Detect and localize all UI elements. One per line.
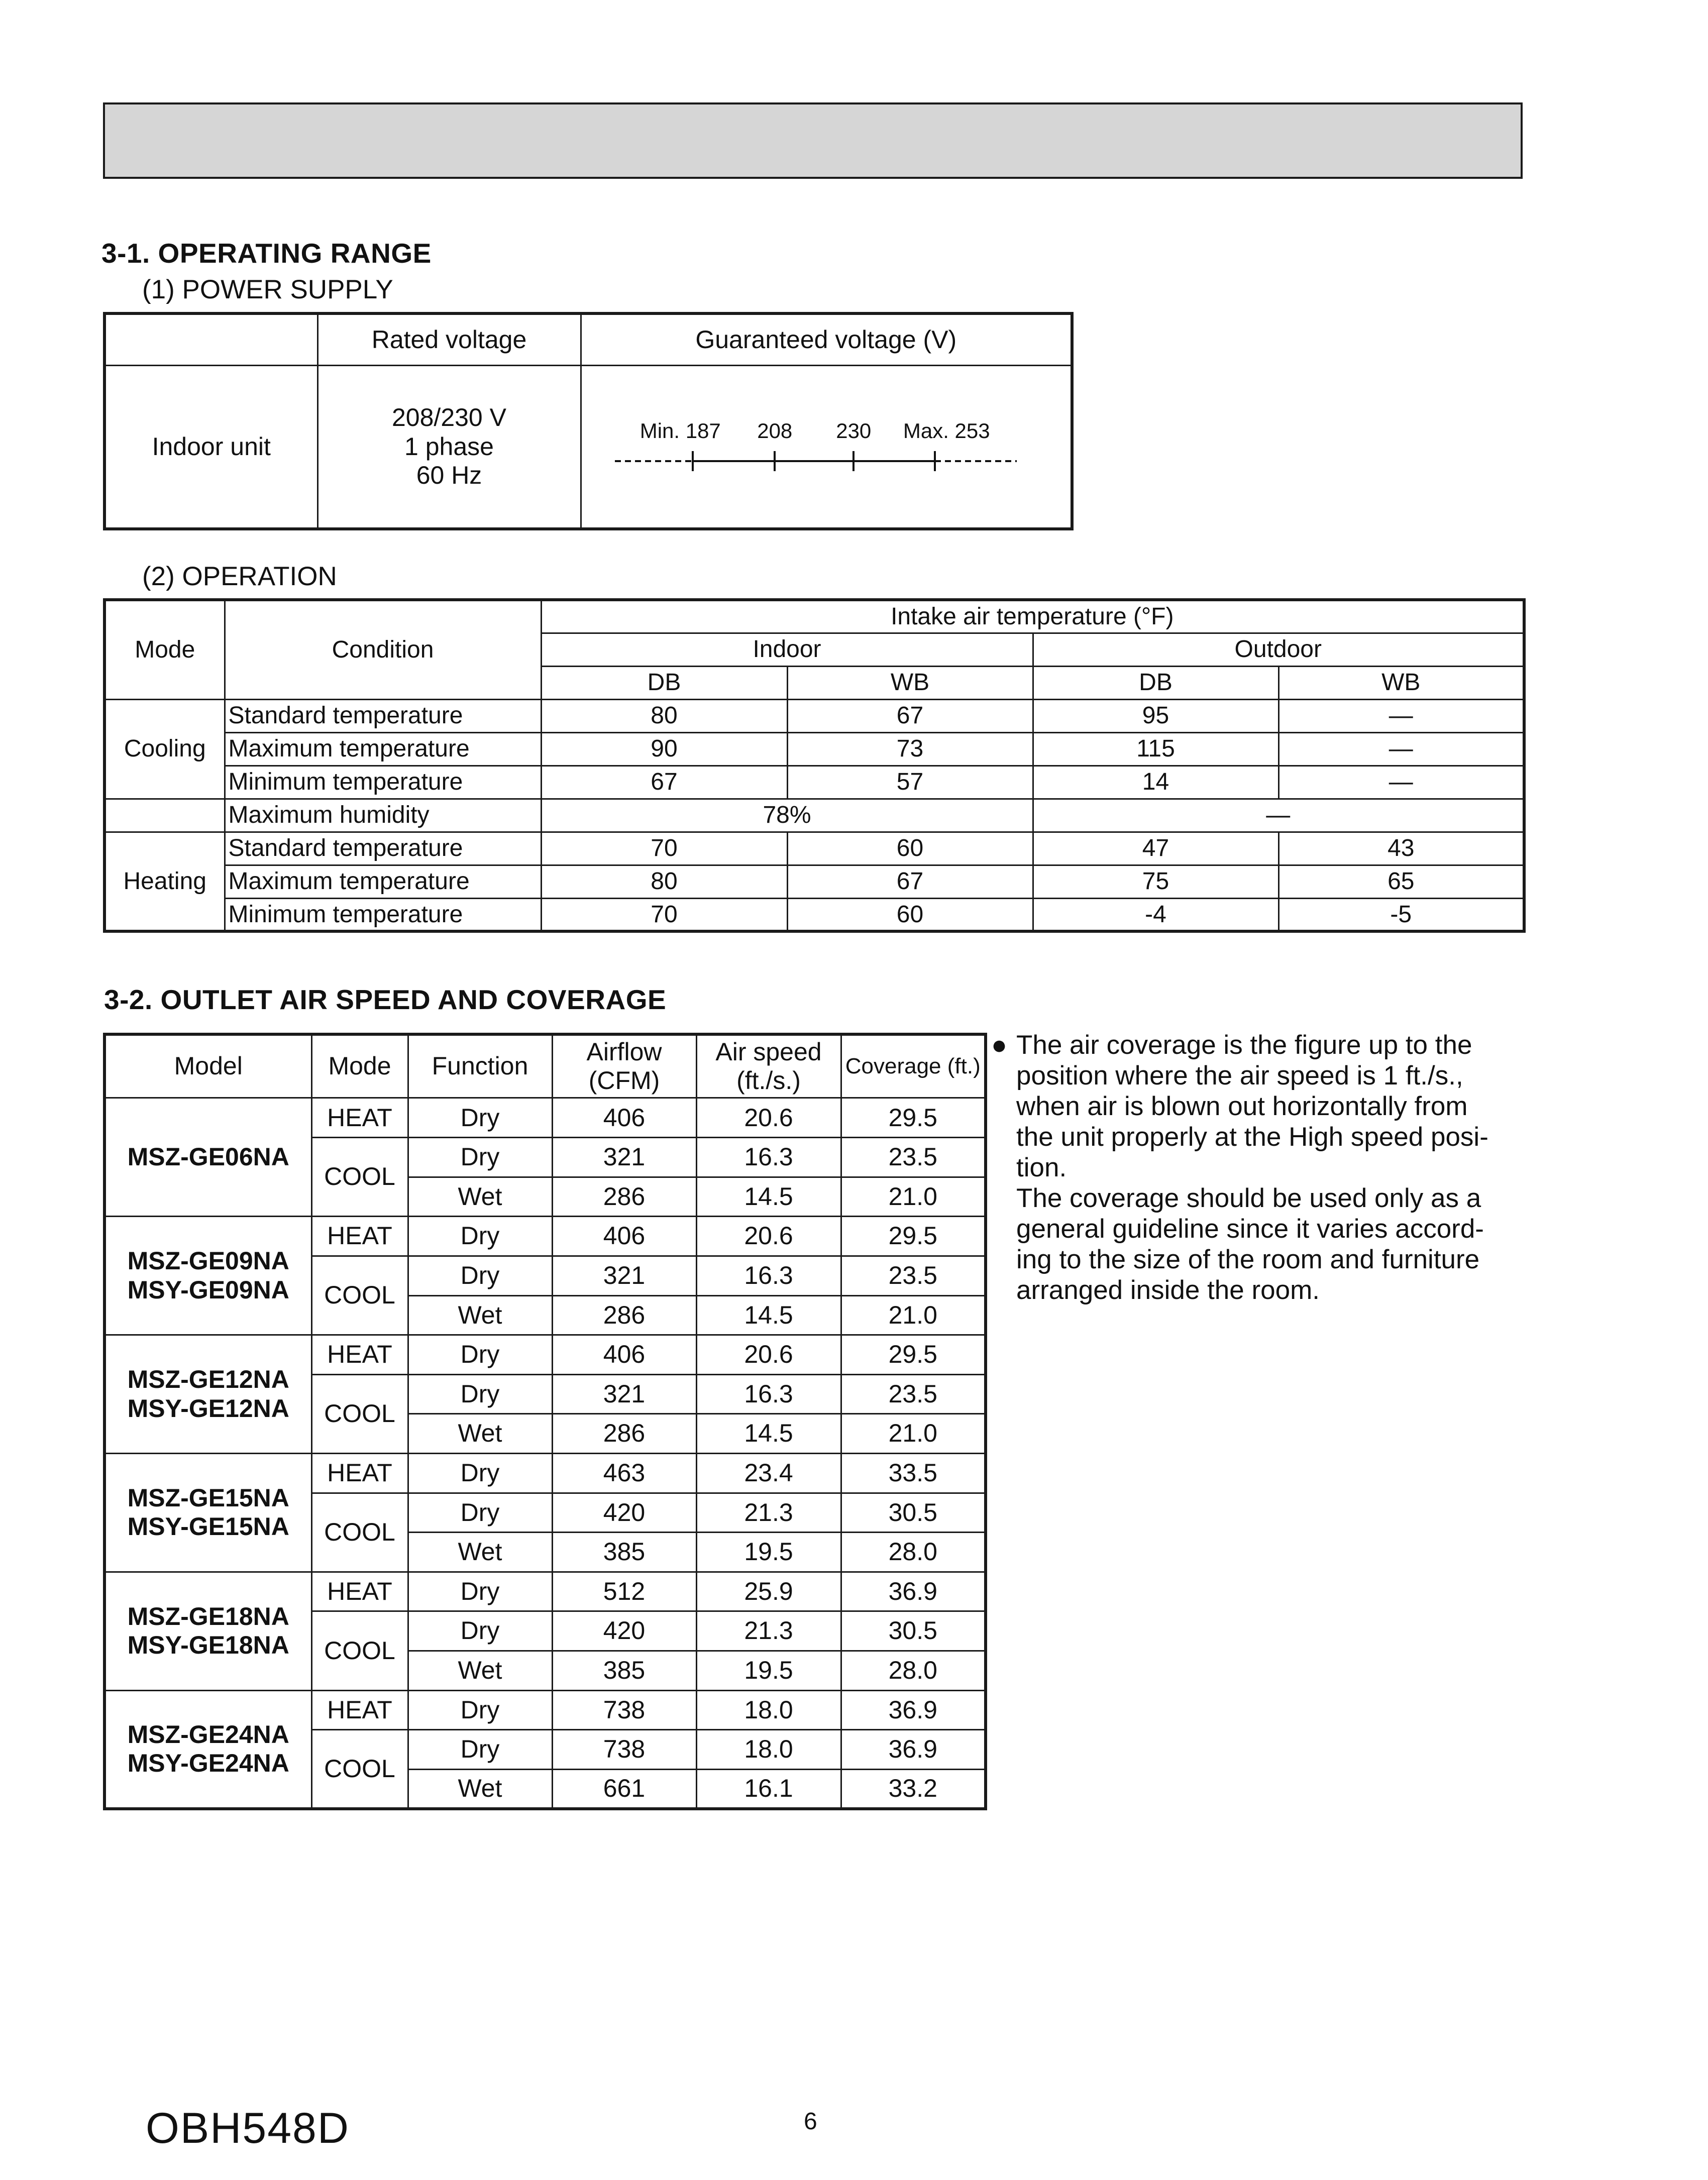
mode-heat-cell: HEAT xyxy=(311,1690,408,1730)
air-speed-cell: 16.3 xyxy=(696,1256,841,1295)
air-speed-cell: 18.0 xyxy=(696,1730,841,1770)
model-name-secondary: MSY-GE24NA xyxy=(127,1749,289,1778)
mode-cool-cell: COOL xyxy=(311,1611,408,1690)
coverage-cell: 29.5 xyxy=(841,1098,986,1138)
humidity-outdoor-cell: — xyxy=(1033,799,1524,832)
function-cell: Wet xyxy=(408,1414,552,1454)
function-cell: Dry xyxy=(408,1690,552,1730)
header-air-speed xyxy=(696,1034,841,1098)
document-code: OBH548D xyxy=(146,2104,350,2152)
air-speed-table xyxy=(103,1033,987,1810)
power-supply-table xyxy=(103,312,1074,530)
note-line: the unit properly at the High speed posi- xyxy=(1016,1122,1488,1152)
rated-frequency-line: 60 Hz xyxy=(416,461,482,489)
outdoor-db-cell: 47 xyxy=(1033,832,1278,865)
voltage-scale xyxy=(615,419,1037,474)
note-line: position where the air speed is 1 ft./s., xyxy=(1016,1061,1463,1091)
header-outdoor-wb: WB xyxy=(1278,666,1524,699)
airflow-cell: 321 xyxy=(552,1374,696,1414)
outdoor-wb-cell: — xyxy=(1278,699,1524,732)
table-row xyxy=(104,1217,986,1256)
note-line: arranged inside the room. xyxy=(1016,1275,1320,1305)
air-speed-cell: 21.3 xyxy=(696,1493,841,1533)
air-speed-cell: 16.1 xyxy=(696,1769,841,1809)
condition-cell: Maximum humidity xyxy=(225,799,541,832)
function-cell: Dry xyxy=(408,1256,552,1295)
scale-label-230: 230 xyxy=(836,419,872,443)
coverage-cell: 36.9 xyxy=(841,1690,986,1730)
function-cell: Dry xyxy=(408,1453,552,1493)
air-speed-cell: 14.5 xyxy=(696,1295,841,1335)
model-name-primary: MSZ-GE06NA xyxy=(127,1143,289,1171)
coverage-cell: 33.5 xyxy=(841,1453,986,1493)
mode-heat-cell: HEAT xyxy=(311,1572,408,1611)
guaranteed-voltage-cell xyxy=(581,365,1072,529)
coverage-cell: 21.0 xyxy=(841,1177,986,1217)
mode-cool-cell: COOL xyxy=(311,1374,408,1453)
airflow-cell: 406 xyxy=(552,1335,696,1375)
function-cell: Dry xyxy=(408,1217,552,1256)
model-name-secondary: MSY-GE09NA xyxy=(127,1275,289,1304)
indoor-db-cell: 90 xyxy=(541,732,787,766)
coverage-cell: 23.5 xyxy=(841,1374,986,1414)
coverage-cell: 36.9 xyxy=(841,1572,986,1611)
col-guaranteed-voltage: Guaranteed voltage (V) xyxy=(581,313,1072,365)
function-cell: Dry xyxy=(408,1098,552,1138)
air-speed-cell: 19.5 xyxy=(696,1651,841,1691)
airflow-cell: 738 xyxy=(552,1690,696,1730)
header-airflow-line2: (CFM) xyxy=(588,1066,660,1095)
function-cell: Dry xyxy=(408,1611,552,1651)
airflow-cell: 385 xyxy=(552,1651,696,1691)
condition-cell: Standard temperature xyxy=(225,832,541,865)
function-cell: Dry xyxy=(408,1374,552,1414)
indoor-db-cell: 67 xyxy=(541,766,787,799)
air-speed-cell: 14.5 xyxy=(696,1414,841,1454)
indoor-wb-cell: 67 xyxy=(787,865,1033,898)
coverage-cell: 21.0 xyxy=(841,1295,986,1335)
air-speed-cell: 20.6 xyxy=(696,1098,841,1138)
air-speed-body xyxy=(104,1098,986,1809)
header-indoor-wb: WB xyxy=(787,666,1033,699)
condition-cell: Minimum temperature xyxy=(225,898,541,931)
header-indoor-db: DB xyxy=(541,666,787,699)
model-name-primary: MSZ-GE15NA xyxy=(127,1483,289,1512)
outdoor-db-cell: 75 xyxy=(1033,865,1278,898)
mode-cool-cell: COOL xyxy=(311,1138,408,1217)
outdoor-wb-cell: — xyxy=(1278,766,1524,799)
note-line: general guideline since it varies accord- xyxy=(1016,1214,1484,1244)
rated-voltage-line: 208/230 V xyxy=(392,403,506,431)
mode-cooling: Cooling xyxy=(104,699,225,799)
coverage-cell: 23.5 xyxy=(841,1138,986,1177)
function-cell: Dry xyxy=(408,1335,552,1375)
airflow-cell: 420 xyxy=(552,1611,696,1651)
coverage-cell: 21.0 xyxy=(841,1414,986,1454)
airflow-cell: 512 xyxy=(552,1572,696,1611)
note-line: ing to the size of the room and furniture xyxy=(1016,1245,1480,1274)
air-speed-cell: 23.4 xyxy=(696,1453,841,1493)
coverage-cell: 29.5 xyxy=(841,1335,986,1375)
mode-cool-cell: COOL xyxy=(311,1256,408,1335)
coverage-note-text xyxy=(1016,1030,1524,1305)
operation-table xyxy=(103,598,1526,933)
outdoor-wb-cell: 65 xyxy=(1278,865,1524,898)
mode-heat-cell: HEAT xyxy=(311,1098,408,1138)
header-indoor: Indoor xyxy=(541,633,1033,666)
page-number: 6 xyxy=(804,2108,817,2135)
outdoor-db-cell: 95 xyxy=(1033,699,1278,732)
scale-label-max: Max. 253 xyxy=(903,419,990,443)
humidity-indoor-cell: 78% xyxy=(541,799,1033,832)
coverage-cell: 23.5 xyxy=(841,1256,986,1295)
header-intake-temp: Intake air temperature (°F) xyxy=(541,600,1524,633)
section-title-air-speed: 3-2. OUTLET AIR SPEED AND COVERAGE xyxy=(104,984,667,1015)
air-speed-cell: 14.5 xyxy=(696,1177,841,1217)
model-name-primary: MSZ-GE12NA xyxy=(127,1365,289,1394)
model-name-primary: MSZ-GE09NA xyxy=(127,1247,289,1275)
header-air-speed-line2: (ft./s.) xyxy=(736,1066,801,1095)
model-cell xyxy=(104,1098,311,1217)
condition-cell: Maximum temperature xyxy=(225,865,541,898)
function-cell: Dry xyxy=(408,1572,552,1611)
table-row xyxy=(104,1335,986,1375)
airflow-cell: 385 xyxy=(552,1533,696,1572)
row-indoor-unit: Indoor unit xyxy=(104,365,317,529)
condition-cell: Standard temperature xyxy=(225,699,541,732)
airflow-cell: 286 xyxy=(552,1295,696,1335)
note-line: The coverage should be used only as a xyxy=(1016,1183,1481,1213)
header-function: Function xyxy=(408,1034,552,1098)
function-cell: Wet xyxy=(408,1177,552,1217)
section-title-operating-range: 3-1. OPERATING RANGE xyxy=(101,238,432,269)
airflow-cell: 738 xyxy=(552,1730,696,1770)
function-cell: Wet xyxy=(408,1769,552,1809)
air-speed-cell: 21.3 xyxy=(696,1611,841,1651)
header-airflow-line1: Airflow xyxy=(586,1037,662,1066)
model-name-primary: MSZ-GE24NA xyxy=(127,1720,289,1749)
outdoor-db-cell: 115 xyxy=(1033,732,1278,766)
model-cell xyxy=(104,1690,311,1809)
airflow-cell: 406 xyxy=(552,1217,696,1256)
indoor-db-cell: 80 xyxy=(541,865,787,898)
model-name-primary: MSZ-GE18NA xyxy=(127,1602,289,1630)
airflow-cell: 286 xyxy=(552,1177,696,1217)
outdoor-db-cell: -4 xyxy=(1033,898,1278,931)
air-speed-cell: 18.0 xyxy=(696,1690,841,1730)
mode-heat-cell: HEAT xyxy=(311,1217,408,1256)
header-condition: Condition xyxy=(225,600,541,699)
indoor-wb-cell: 67 xyxy=(787,699,1033,732)
air-speed-cell: 20.6 xyxy=(696,1217,841,1256)
header-outdoor: Outdoor xyxy=(1033,633,1524,666)
function-cell: Dry xyxy=(408,1493,552,1533)
table-row xyxy=(104,1453,986,1493)
coverage-cell: 30.5 xyxy=(841,1493,986,1533)
airflow-cell: 420 xyxy=(552,1493,696,1533)
scale-label-208: 208 xyxy=(757,419,793,443)
power-supply-corner xyxy=(104,313,317,365)
model-cell xyxy=(104,1572,311,1690)
indoor-wb-cell: 60 xyxy=(787,898,1033,931)
indoor-db-cell: 70 xyxy=(541,898,787,931)
coverage-cell: 28.0 xyxy=(841,1651,986,1691)
mode-heating: Heating xyxy=(104,832,225,931)
outdoor-wb-cell: — xyxy=(1278,732,1524,766)
air-speed-cell: 25.9 xyxy=(696,1572,841,1611)
col-rated-voltage: Rated voltage xyxy=(317,313,581,365)
header-airflow xyxy=(552,1034,696,1098)
indoor-wb-cell: 57 xyxy=(787,766,1033,799)
airflow-cell: 321 xyxy=(552,1256,696,1295)
header-air-speed-line1: Air speed xyxy=(715,1037,822,1066)
indoor-wb-cell: 73 xyxy=(787,732,1033,766)
outdoor-wb-cell: 43 xyxy=(1278,832,1524,865)
outdoor-wb-cell: -5 xyxy=(1278,898,1524,931)
header-model: Model xyxy=(104,1034,311,1098)
airflow-cell: 463 xyxy=(552,1453,696,1493)
air-speed-cell: 20.6 xyxy=(696,1335,841,1375)
air-speed-cell: 19.5 xyxy=(696,1533,841,1572)
mode-heat-cell: HEAT xyxy=(311,1453,408,1493)
subtitle-operation: (2) OPERATION xyxy=(142,562,337,591)
coverage-cell: 36.9 xyxy=(841,1730,986,1770)
model-cell xyxy=(104,1335,311,1454)
header-coverage: Coverage (ft.) xyxy=(841,1034,986,1098)
indoor-db-cell: 70 xyxy=(541,832,787,865)
airflow-cell: 286 xyxy=(552,1414,696,1454)
air-speed-cell: 16.3 xyxy=(696,1374,841,1414)
bullet-icon: ● xyxy=(991,1030,1008,1060)
airflow-cell: 321 xyxy=(552,1138,696,1177)
condition-cell: Minimum temperature xyxy=(225,766,541,799)
table-row xyxy=(104,1690,986,1730)
voltage-scale-line xyxy=(615,450,1037,472)
rated-voltage-cell xyxy=(317,365,581,529)
table-row xyxy=(104,1572,986,1611)
mode-cool-cell: COOL xyxy=(311,1730,408,1809)
function-cell: Wet xyxy=(408,1533,552,1572)
function-cell: Dry xyxy=(408,1730,552,1770)
header-mode: Mode xyxy=(104,600,225,699)
scale-label-min: Min. 187 xyxy=(639,419,721,443)
coverage-cell: 33.2 xyxy=(841,1769,986,1809)
function-cell: Wet xyxy=(408,1651,552,1691)
airflow-cell: 406 xyxy=(552,1098,696,1138)
coverage-cell: 29.5 xyxy=(841,1217,986,1256)
note-line: tion. xyxy=(1016,1153,1067,1182)
coverage-cell: 28.0 xyxy=(841,1533,986,1572)
indoor-wb-cell: 60 xyxy=(787,832,1033,865)
subtitle-power-supply: (1) POWER SUPPLY xyxy=(142,275,393,304)
model-name-secondary: MSY-GE15NA xyxy=(127,1512,289,1541)
air-speed-cell: 16.3 xyxy=(696,1138,841,1177)
rated-phase-line: 1 phase xyxy=(404,432,494,461)
model-cell xyxy=(104,1453,311,1572)
condition-cell: Maximum temperature xyxy=(225,732,541,766)
mode-blank-cell xyxy=(104,799,225,832)
airflow-cell: 661 xyxy=(552,1769,696,1809)
table-row xyxy=(104,1098,986,1138)
header-mode: Mode xyxy=(311,1034,408,1098)
mode-cool-cell: COOL xyxy=(311,1493,408,1572)
coverage-cell: 30.5 xyxy=(841,1611,986,1651)
coverage-note xyxy=(991,1030,1524,1305)
model-name-secondary: MSY-GE18NA xyxy=(127,1631,289,1660)
note-line: The air coverage is the figure up to the xyxy=(1016,1030,1472,1060)
outdoor-db-cell: 14 xyxy=(1033,766,1278,799)
header-band xyxy=(103,102,1523,179)
header-outdoor-db: DB xyxy=(1033,666,1278,699)
function-cell: Dry xyxy=(408,1138,552,1177)
note-line: when air is blown out horizontally from xyxy=(1016,1092,1468,1121)
indoor-db-cell: 80 xyxy=(541,699,787,732)
mode-heat-cell: HEAT xyxy=(311,1335,408,1375)
function-cell: Wet xyxy=(408,1295,552,1335)
model-name-secondary: MSY-GE12NA xyxy=(127,1394,289,1423)
model-cell xyxy=(104,1217,311,1335)
